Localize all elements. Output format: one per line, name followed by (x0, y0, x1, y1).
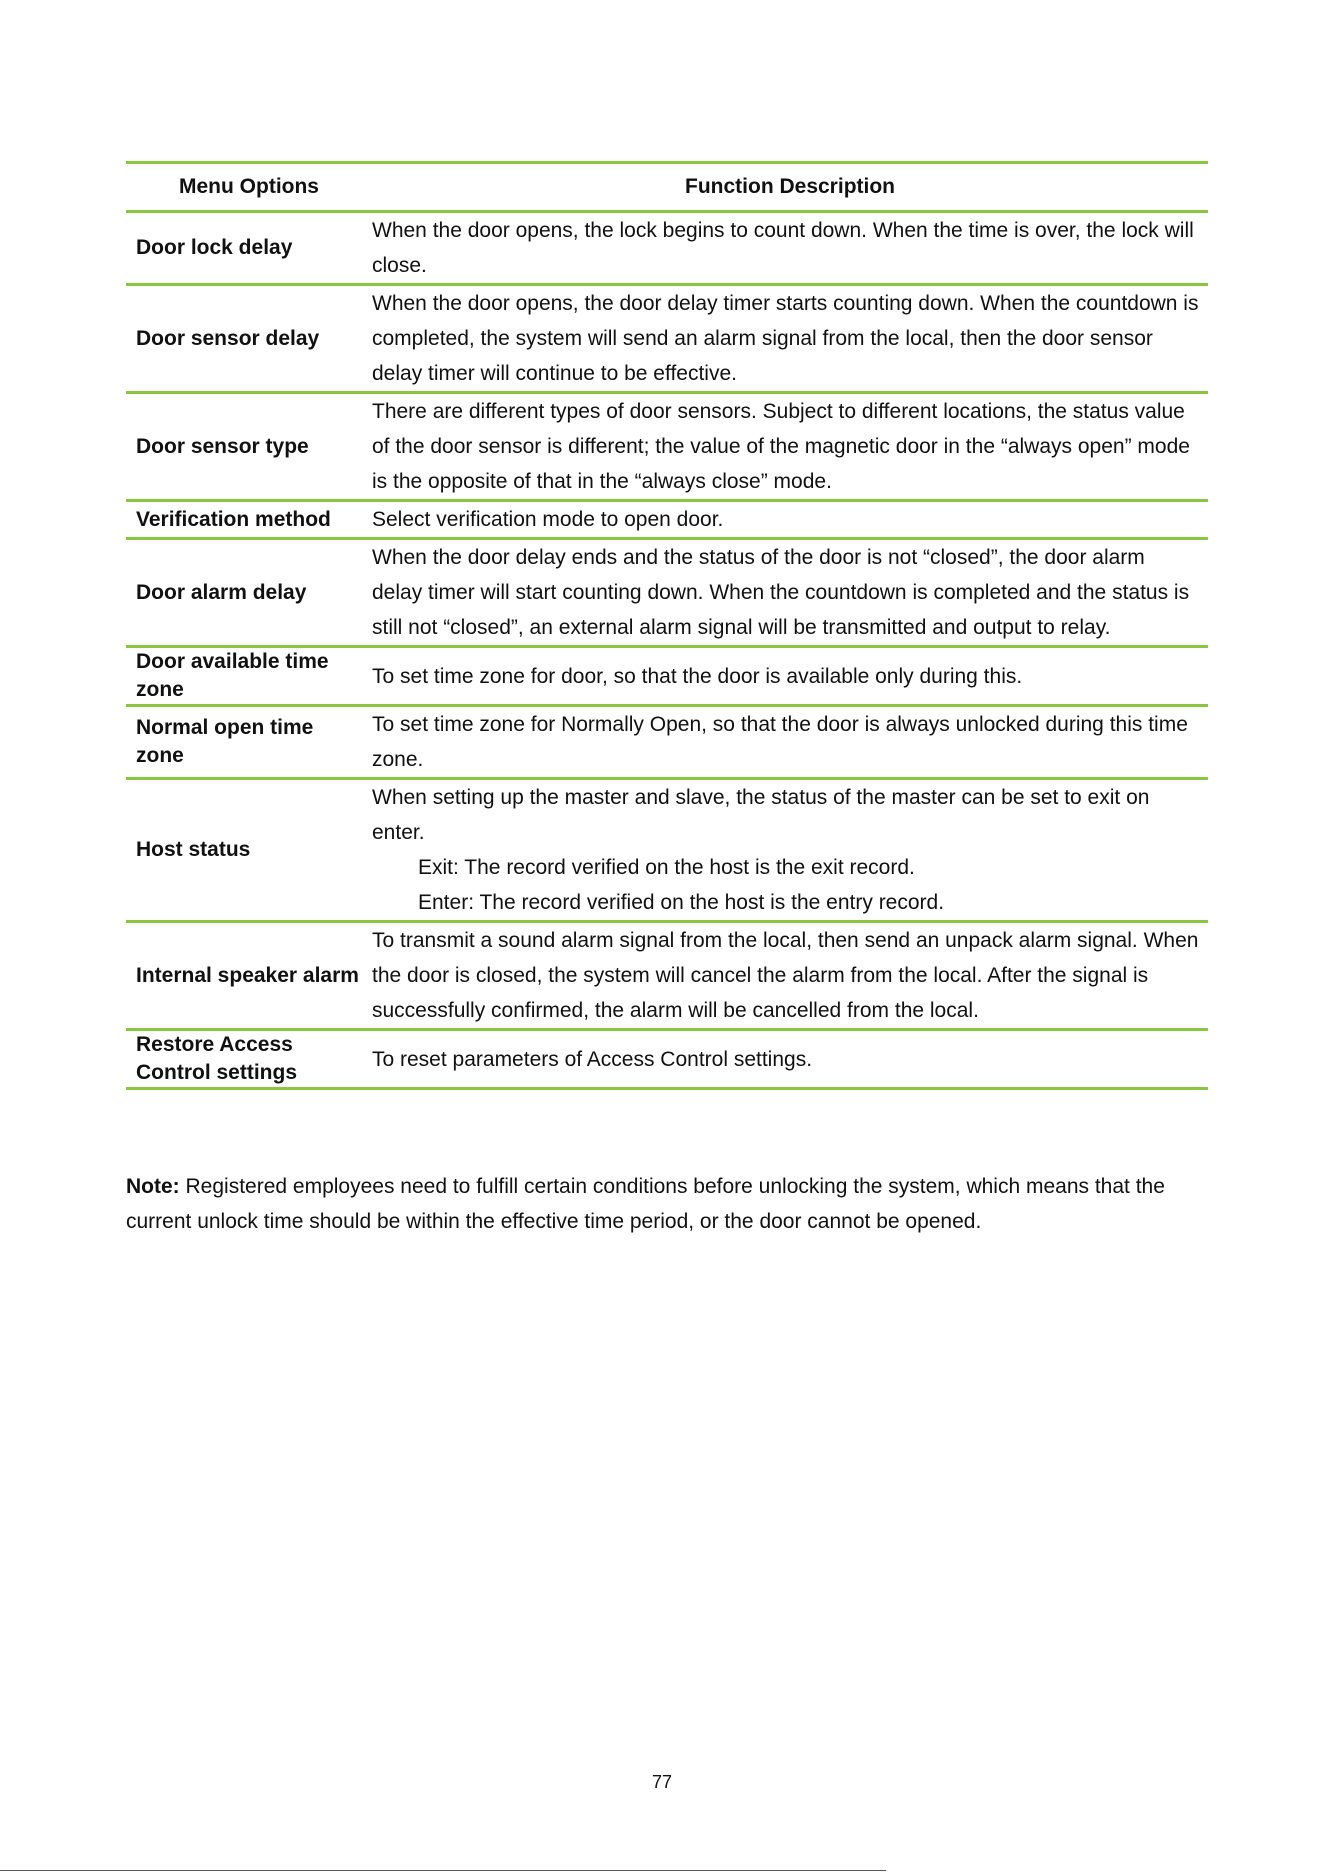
table-row (126, 393, 1208, 501)
menu-option-cell: Normal open time zone (126, 706, 372, 779)
table-header-row (126, 163, 1208, 212)
menu-option-cell: Door alarm delay (126, 539, 372, 647)
description-text: Select verification mode to open door. (372, 508, 724, 531)
menu-option-cell: Verification method (126, 501, 372, 539)
table-row (126, 539, 1208, 647)
note-text: Registered employees need to fulfill certain conditions before unlocking the system, which means that the current unlock time should be within the effective time period, or the door cannot be opened. (126, 1175, 1165, 1233)
description-text: When the door opens, the lock begins to count down. When the time is over, the lock will close. (372, 219, 1194, 277)
description-text: When the door delay ends and the status of the door is not “closed”, the door alarm delay timer will start counting down. When the countdown is completed and the status is still not “closed”, an external alarm signal will be transmitted and output to relay. (372, 546, 1190, 639)
function-description-cell (372, 647, 1208, 706)
menu-option-cell: Door sensor delay (126, 285, 372, 393)
note-paragraph (126, 1169, 1208, 1239)
function-description-cell (372, 285, 1208, 393)
function-description-cell (372, 212, 1208, 285)
table-row (126, 501, 1208, 539)
table-row (126, 922, 1208, 1030)
function-description-cell (372, 1030, 1208, 1089)
function-description-cell (372, 922, 1208, 1030)
description-text: There are different types of door sensors. Subject to different locations, the status value of the door sensor is different; the value of the magnetic door in the “always open” mode is the opposite of that in the “always close” mode. (372, 400, 1190, 493)
table-row (126, 1030, 1208, 1089)
menu-option-cell: Door lock delay (126, 212, 372, 285)
menu-option-cell: Restore Access Control settings (126, 1030, 372, 1089)
table-row (126, 212, 1208, 285)
menu-option-cell: Door available time zone (126, 647, 372, 706)
description-sub-item: Exit: The record verified on the host is the exit record. (418, 856, 915, 879)
description-text: To reset parameters of Access Control settings. (372, 1047, 813, 1071)
note-label: Note: (126, 1175, 180, 1198)
function-description-cell (372, 539, 1208, 647)
function-description-cell (372, 393, 1208, 501)
function-description-header: Function Description (372, 163, 1208, 212)
description-sub-item: Enter: The record verified on the host is the entry record. (418, 891, 945, 914)
description-text: When setting up the master and slave, the status of the master can be set to exit on enter. (372, 786, 1150, 844)
table-row (126, 779, 1208, 922)
menu-options-header: Menu Options (126, 163, 372, 212)
description-text: When the door opens, the door delay timer starts counting down. When the countdown is completed, the system will send an alarm signal from the local, then the door sensor delay timer will continue to be effective. (372, 292, 1199, 385)
function-description-cell (372, 501, 1208, 539)
table-body (126, 212, 1208, 1089)
page-number: 77 (651, 1772, 673, 1792)
description-text: To set time zone for door, so that the door is available only during this. (372, 664, 1023, 688)
table-row (126, 285, 1208, 393)
menu-option-cell: Door sensor type (126, 393, 372, 501)
table-row (126, 647, 1208, 706)
description-text: To transmit a sound alarm signal from the local, then send an unpack alarm signal. When the door is closed, the system will cancel the alarm from the local. After the signal is successfully confirmed, the alarm will be cancelled from the local. (372, 929, 1199, 1022)
menu-options-table (126, 161, 1208, 1090)
function-description-cell (372, 779, 1208, 922)
table-row (126, 706, 1208, 779)
menu-option-cell: Internal speaker alarm (126, 922, 372, 1030)
description-text: To set time zone for Normally Open, so that the door is always unlocked during this time zone. (372, 713, 1188, 771)
menu-option-cell: Host status (126, 779, 372, 922)
footer-divider (0, 1870, 886, 1871)
function-description-cell (372, 706, 1208, 779)
